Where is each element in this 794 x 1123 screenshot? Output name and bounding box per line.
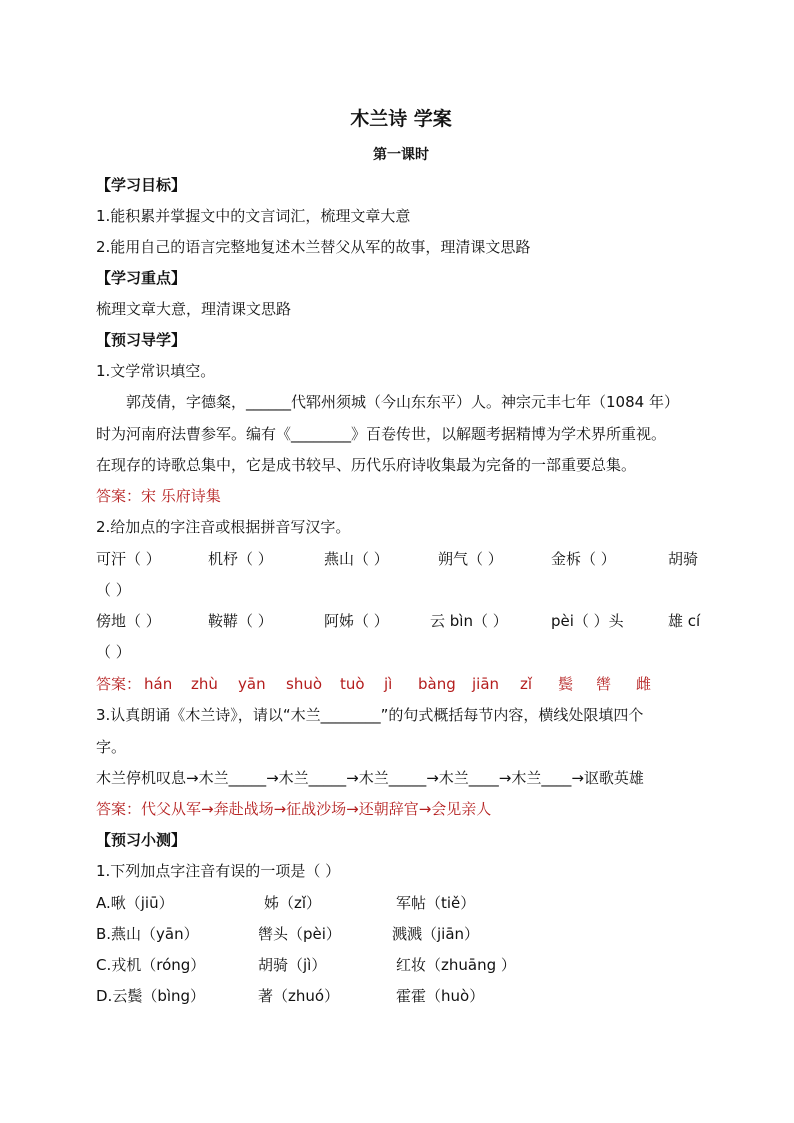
q3-chain: 木兰停机叹息→木兰_____→木兰_____→木兰_____→木兰____→木兰____→讴歌英雄 (96, 769, 644, 787)
q3-answer: 答案：代父从军→奔赴战场→征战沙场→还朝辞官→会见亲人 (96, 800, 492, 818)
focus-1: 梳理文章大意，理清课文思路 (96, 300, 292, 318)
goal-1: 1.能积累并掌握文中的文言词汇，梳理文章大意 (96, 207, 411, 225)
q2-answer: zhù (191, 675, 218, 693)
q2-item: 机杼（ ） (208, 550, 273, 568)
test-header: 【预习小测】 (96, 831, 187, 849)
q1-title: 1.文学常识填空。 (96, 362, 216, 380)
q2-item: 燕山（ ） (324, 550, 389, 568)
q2-title: 2.给加点的字注音或根据拼音写汉字。 (96, 518, 351, 536)
option-item: A.啾（jiū） (96, 894, 174, 912)
q2-row2-continued: （ ） (96, 643, 131, 661)
q2-item: 鞍鞯（ ） (208, 612, 273, 630)
t1-title: 1.下列加点字注音有误的一项是（ ） (96, 862, 341, 880)
option-item: 辔头（pèi） (258, 925, 341, 943)
q2-answer: jì (384, 675, 393, 693)
q2-answer: tuò (340, 675, 365, 693)
option-item: 姊（zǐ） (264, 894, 322, 912)
q2-item: 云 bìn（ ） (430, 612, 508, 630)
q2-answer-label: 答案： (96, 675, 142, 693)
preview-header: 【预习导学】 (96, 331, 187, 349)
q2-item: 傍地（ ） (96, 612, 161, 630)
q2-item: 可汗（ ） (96, 550, 161, 568)
goal-2: 2.能用自己的语言完整地复述木兰替父从军的故事，理清课文思路 (96, 238, 531, 256)
option-item: D.云鬓（bìng） (96, 987, 206, 1005)
option-item: 红妆（zhuāng ） (396, 956, 516, 974)
option-item: 霍霍（huò） (396, 987, 485, 1005)
option-item: 溅溅（jiān） (392, 925, 480, 943)
q1-paragraph-line2: 时为河南府法曹参军。编有《________》百卷传世，以解题考据精博为学术界所重视。 (96, 425, 667, 443)
q2-answer: yān (238, 675, 266, 693)
q2-answer: 鬓 (558, 675, 574, 693)
document-subtitle: 第一课时 (373, 147, 429, 163)
q2-item: 胡骑 (668, 550, 699, 568)
q2-answer: jiān (472, 675, 500, 693)
q2-answer: 辔 (596, 675, 612, 693)
q3-title: 3.认真朗诵《木兰诗》，请以“木兰________”的句式概括每节内容，横线处限填四个 (96, 706, 644, 724)
q1-paragraph-line3: 在现存的诗歌总集中，它是成书较早、历代乐府诗收集最为完备的一部重要总集。 (96, 456, 637, 474)
focus-header: 【学习重点】 (96, 269, 187, 287)
q2-item: 金柝（ ） (551, 550, 616, 568)
option-item: 胡骑（jì） (258, 956, 327, 974)
option-item: B.燕山（yān） (96, 925, 199, 943)
q2-item: 雄 cí (668, 612, 701, 630)
q2-answer: shuò (286, 675, 323, 693)
q2-answer: 雌 (636, 675, 652, 693)
q2-answer: zǐ (520, 675, 533, 693)
q2-item: 朔气（ ） (438, 550, 503, 568)
q2-answer: hán (144, 675, 173, 693)
option-item: 著（zhuó） (258, 987, 340, 1005)
q2-answer: bàng (418, 675, 456, 693)
goals-header: 【学习目标】 (96, 176, 187, 194)
q2-item: 阿姊（ ） (324, 612, 389, 630)
document-title: 木兰诗 学案 (350, 108, 452, 130)
q3-title-continued: 字。 (96, 738, 127, 756)
option-item: C.戎机（róng） (96, 956, 206, 974)
q1-answer: 答案：宋 乐府诗集 (96, 487, 221, 505)
q2-row1-continued: （ ） (96, 581, 131, 599)
q1-paragraph-line1: 郭茂倩，字德粲，______代郓州须城（今山东东平）人。神宗元丰七年（1084 年） (126, 393, 679, 411)
q2-item: pèi（ ）头 (551, 612, 624, 630)
option-item: 军帖（tiě） (396, 894, 476, 912)
